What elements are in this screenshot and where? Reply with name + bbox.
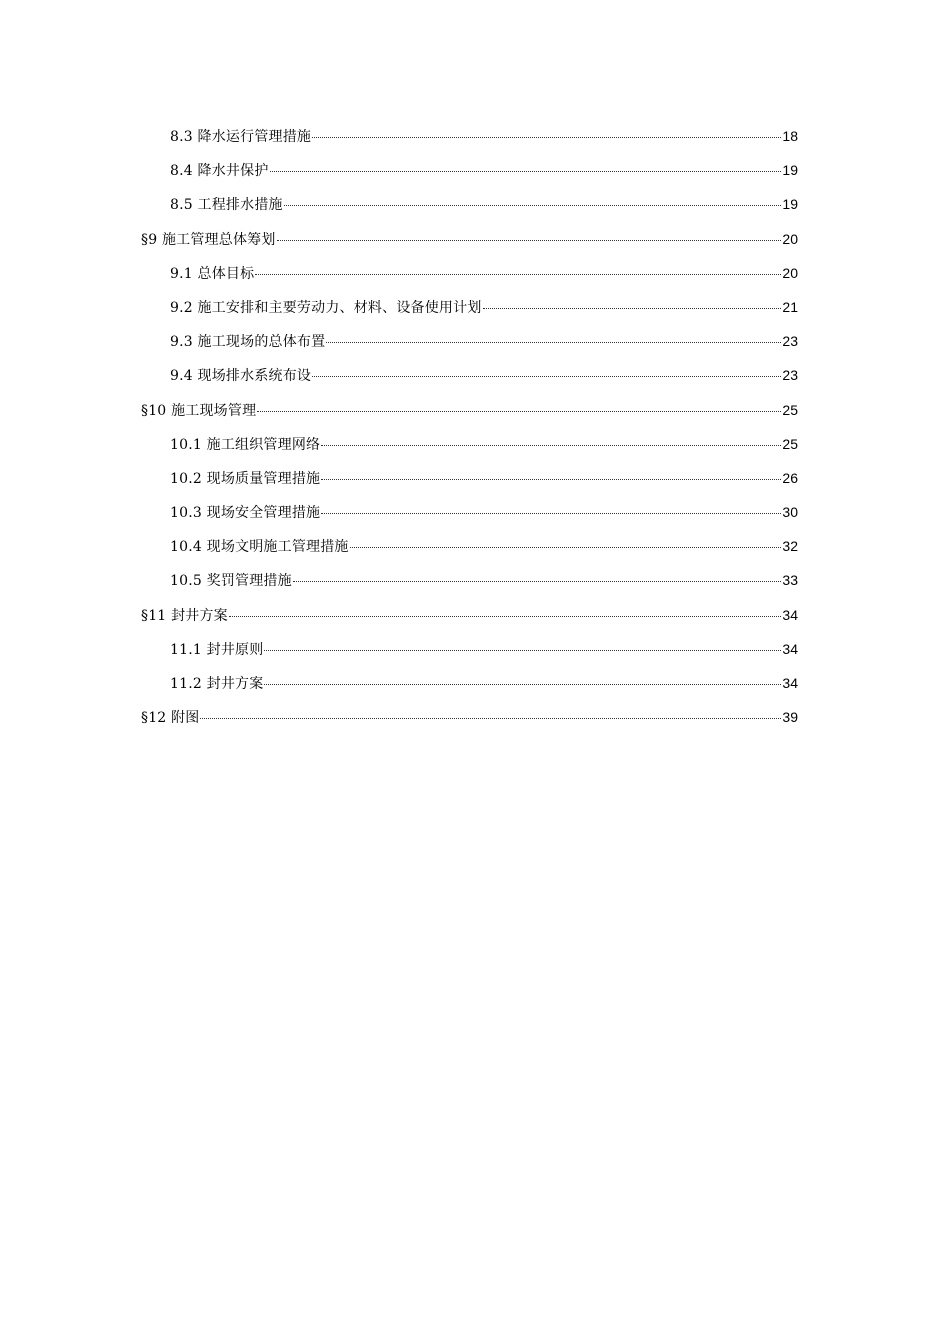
- toc-entry[interactable]: [0, 153, 950, 187]
- toc-dot-leader: [312, 136, 781, 138]
- toc-page-number: 26: [782, 469, 798, 486]
- toc-entry-label: 10.5 奖罚管理措施: [170, 573, 292, 590]
- toc-row: [141, 707, 950, 728]
- toc-entry-label: §11 封井方案: [141, 607, 228, 624]
- toc-page-number: 23: [782, 333, 798, 350]
- toc-row: [170, 126, 950, 147]
- toc-row: [170, 297, 950, 318]
- toc-entry[interactable]: [0, 666, 950, 700]
- toc-entry[interactable]: [0, 563, 950, 597]
- toc-page-number: 39: [782, 709, 798, 726]
- toc-dot-leader: [326, 341, 781, 343]
- toc-entry-label: 9.2 施工安排和主要劳动力、材料、设备使用计划: [170, 299, 482, 316]
- toc-page-number: 23: [782, 367, 798, 384]
- toc-row: [170, 468, 950, 489]
- toc-dot-leader: [321, 444, 781, 446]
- toc-entry[interactable]: [0, 632, 950, 666]
- toc-page-number: 34: [782, 640, 798, 657]
- toc-entry[interactable]: [0, 222, 950, 256]
- toc-entry-label: 11.1 封井原则: [170, 641, 264, 658]
- toc-entry[interactable]: [0, 495, 950, 529]
- toc-page-number: 32: [782, 538, 798, 555]
- toc-entry[interactable]: [0, 187, 950, 221]
- toc-dot-leader: [200, 717, 781, 719]
- toc-entry-label: 10.2 现场质量管理措施: [170, 470, 321, 487]
- toc-entry-label: 9.1 总体目标: [170, 265, 255, 282]
- toc-row: [141, 605, 950, 626]
- toc-row: [170, 263, 950, 284]
- toc-dot-leader: [264, 649, 781, 651]
- toc-dot-leader: [293, 580, 782, 582]
- toc-entry-label: 9.3 施工现场的总体布置: [170, 334, 326, 351]
- toc-page-number: 20: [782, 230, 798, 247]
- toc-entry-label: 9.4 现场排水系统布设: [170, 368, 312, 385]
- toc-row: [141, 229, 950, 250]
- toc-entry[interactable]: [0, 427, 950, 461]
- toc-dot-leader: [229, 615, 782, 617]
- toc-dot-leader: [321, 512, 781, 514]
- toc-dot-leader: [284, 204, 782, 206]
- toc-entry-label: 8.5 工程排水措施: [170, 197, 283, 214]
- toc-row: [170, 502, 950, 523]
- toc-dot-leader: [255, 273, 781, 275]
- toc-entry-label: 10.1 施工组织管理网络: [170, 436, 321, 453]
- toc-page-number: 34: [782, 675, 798, 691]
- toc-entry[interactable]: [0, 700, 950, 734]
- toc-page-number: 18: [782, 128, 798, 144]
- toc-dot-leader: [483, 307, 782, 309]
- toc-page-number: 25: [782, 401, 798, 418]
- toc-row: [141, 400, 950, 421]
- toc-dot-leader: [277, 239, 782, 241]
- toc-row: [170, 570, 950, 591]
- toc-entry-label: 10.4 现场文明施工管理措施: [170, 539, 349, 556]
- toc-dot-leader: [350, 546, 782, 548]
- toc-page-number: 25: [782, 435, 798, 452]
- toc-page-number: 34: [782, 606, 798, 623]
- toc-entry[interactable]: [0, 119, 950, 153]
- toc-page-number: 30: [782, 504, 798, 521]
- table-of-contents: [0, 119, 950, 734]
- toc-row: [170, 160, 950, 181]
- toc-dot-leader: [264, 683, 781, 685]
- toc-page-number: 21: [782, 298, 798, 315]
- toc-entry-label: 11.2 封井方案: [170, 676, 264, 692]
- toc-row: [170, 194, 950, 215]
- toc-row: [170, 434, 950, 455]
- toc-entry[interactable]: [0, 461, 950, 495]
- toc-entry-label: 10.3 现场安全管理措施: [170, 505, 321, 522]
- toc-dot-leader: [257, 410, 781, 412]
- toc-entry[interactable]: [0, 256, 950, 290]
- toc-entry-label: 8.4 降水井保护: [170, 163, 269, 180]
- toc-entry-label: §9 施工管理总体筹划: [141, 231, 276, 248]
- toc-dot-leader: [270, 170, 782, 172]
- toc-entry[interactable]: [0, 598, 950, 632]
- toc-dot-leader: [321, 478, 781, 480]
- toc-row: [170, 365, 950, 386]
- toc-entry-label: 8.3 降水运行管理措施: [170, 129, 312, 145]
- toc-entry-label: §12 附图: [141, 710, 200, 727]
- toc-row: [170, 673, 950, 694]
- toc-page-number: 19: [782, 162, 798, 179]
- toc-page-number: 19: [782, 196, 798, 213]
- toc-entry[interactable]: [0, 393, 950, 427]
- toc-dot-leader: [312, 375, 781, 377]
- toc-page-number: 33: [782, 572, 798, 589]
- toc-entry[interactable]: [0, 529, 950, 563]
- toc-row: [170, 639, 950, 660]
- toc-row: [170, 536, 950, 557]
- toc-page-number: 20: [782, 264, 798, 281]
- toc-entry[interactable]: [0, 290, 950, 324]
- toc-row: [170, 331, 950, 352]
- toc-entry-label: §10 施工现场管理: [141, 402, 257, 419]
- toc-entry[interactable]: [0, 358, 950, 392]
- toc-entry[interactable]: [0, 324, 950, 358]
